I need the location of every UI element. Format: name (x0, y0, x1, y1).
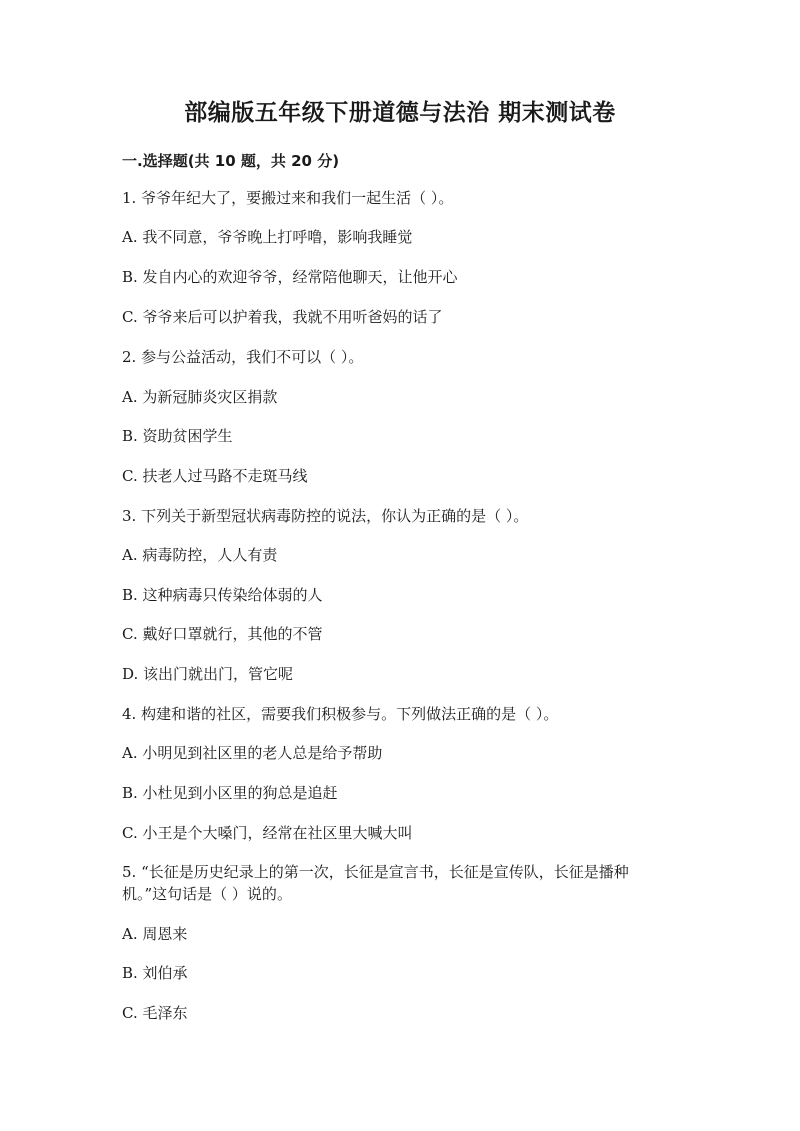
question-5-option-b: B. 刘伯承 (122, 964, 188, 982)
question-3-option-a: A. 病毒防控，人人有责 (122, 546, 278, 564)
question-2-stem: 2. 参与公益活动，我们不可以（ ）。 (122, 348, 364, 366)
question-2-option-c: C. 扶老人过马路不走斑马线 (122, 467, 308, 485)
question-2-option-b: B. 资助贫困学生 (122, 427, 233, 445)
question-1-option-a: A. 我不同意，爷爷晚上打呼噜，影响我睡觉 (122, 228, 413, 246)
question-1-option-b: B. 发自内心的欢迎爷爷，经常陪他聊天，让他开心 (122, 268, 458, 286)
question-3-option-d: D. 该出门就出门，管它呢 (122, 665, 294, 683)
question-5-option-c: C. 毛泽东 (122, 1004, 188, 1022)
question-3-option-b: B. 这种病毒只传染给体弱的人 (122, 586, 323, 604)
question-4-stem: 4. 构建和谐的社区，需要我们积极参与。下列做法正确的是（ ）。 (122, 705, 559, 723)
question-5-stem-line-1: 5. “长征是历史纪录上的第一次，长征是宣言书，长征是宣传队，长征是播种 (122, 863, 629, 881)
question-5-stem-line-2: 机。”这句话是（ ）说的。 (122, 885, 292, 903)
question-4-option-c: C. 小王是个大嗓门，经常在社区里大喊大叫 (122, 824, 413, 842)
question-2-option-a: A. 为新冠肺炎灾区捐款 (122, 388, 278, 406)
question-1-stem: 1. 爷爷年纪大了，要搬过来和我们一起生活（ ）。 (122, 189, 454, 207)
question-3-stem: 3. 下列关于新型冠状病毒防控的说法，你认为正确的是（ ）。 (122, 507, 529, 525)
question-4-option-b: B. 小杜见到小区里的狗总是追赶 (122, 784, 338, 802)
question-1-option-c: C. 爷爷来后可以护着我，我就不用听爸妈的话了 (122, 308, 443, 326)
question-4-option-a: A. 小明见到社区里的老人总是给予帮助 (122, 744, 383, 762)
question-3-option-c: C. 戴好口罩就行，其他的不管 (122, 625, 323, 643)
section-heading: 一.选择题(共 10 题，共 20 分) (122, 152, 340, 170)
page-title: 部编版五年级下册道德与法治 期末测试卷 (184, 100, 616, 126)
question-5-option-a: A. 周恩来 (122, 925, 188, 943)
